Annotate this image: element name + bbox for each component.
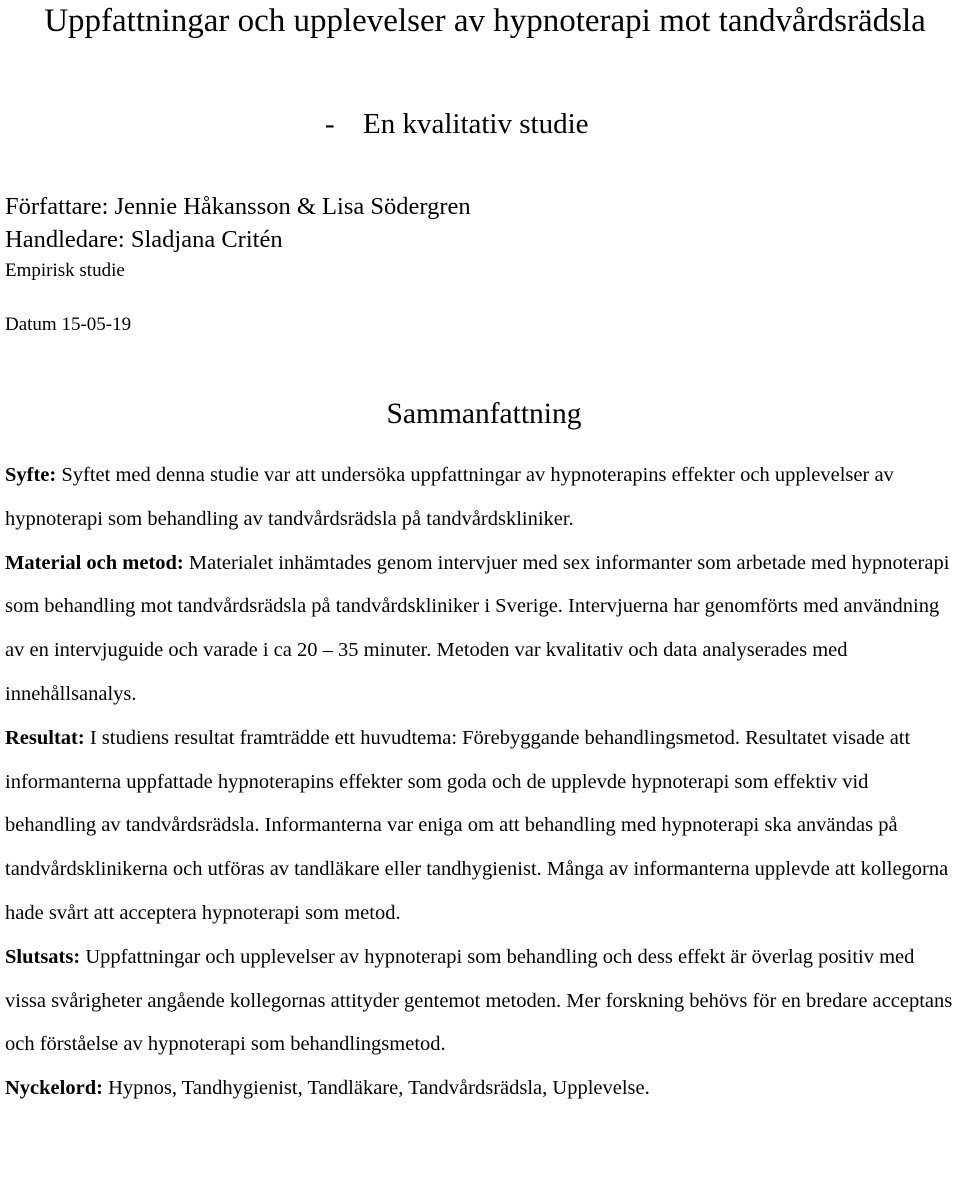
purpose-text: Syftet med denna studie var att undersöka uppfattningar av hypnoterapins effekter och upplevelser av hypnoterapi som behandling av tandvårdsrädsla på tandvårdskliniker. — [5, 464, 894, 530]
results-text: I studiens resultat framträdde ett huvudtema: Förebyggande behandlingsmetod. Resultatet visade att informanterna uppfattade hypnoterapins effekter som goda och de upplevde hypnoterapi som effektiv vid behandling av tandvårdsrädsla. Informanterna var eniga om att behandling med hypnoterapi ska användas på tandvårdsklinikerna och utföras av tandläkare eller tandhygienist. Många av informanterna upplevde att kollegorna hade svårt att acceptera hypnoterapi som metod. — [5, 726, 949, 924]
document-title: Uppfattningar och upplevelser av hypnoterapi mot tandvårdsrädsla — [44, 3, 926, 39]
conclusion-label: Slutsats: — [5, 945, 81, 968]
keywords-text: Hypnos, Tandhygienist, Tandläkare, Tandvårdsrädsla, Upplevelse. — [102, 1077, 650, 1100]
subtitle-text: En kvalitativ studie — [363, 108, 589, 140]
abstract-keywords — [5, 1067, 960, 1111]
abstract-body — [5, 454, 960, 1111]
abstract-heading: Sammanfattning — [386, 398, 582, 430]
supervisor-line: Handledare: Sladjana Critén — [5, 226, 283, 253]
subtitle-dash: - — [325, 108, 335, 140]
date-line: Datum 15-05-19 — [5, 314, 132, 335]
method-text: Materialet inhämtades genom intervjuer med sex informanter som arbetade med hypnoterapi som behandling mot tandvårdsrädsla på tandvårdskliniker i Sverige. Intervjuerna har genomförts med användning av en intervjuguide och varade i ca 20 – 35 minuter. Metoden var kvalitativ och data analyserades med innehållsanalys. — [5, 551, 950, 705]
abstract-conclusion — [5, 936, 960, 1067]
conclusion-text: Uppfattningar och upplevelser av hypnoterapi som behandling och dess effekt är överlag positiv med vissa svårigheter angående kollegornas attityder gentemot metoden. Mer forskning behövs för en bredare acceptans och förståelse av hypnoterapi som behandlingsmetod. — [5, 945, 953, 1056]
abstract-results — [5, 717, 960, 936]
method-label: Material och metod: — [5, 551, 184, 574]
keywords-label: Nyckelord: — [5, 1077, 103, 1100]
results-label: Resultat: — [5, 726, 85, 749]
abstract-purpose — [5, 454, 960, 542]
abstract-method — [5, 542, 960, 717]
study-type-line: Empirisk studie — [5, 260, 125, 281]
document-subtitle — [325, 106, 589, 142]
authors-line: Författare: Jennie Håkansson & Lisa Södergren — [5, 193, 471, 220]
purpose-label: Syfte: — [5, 464, 57, 486]
